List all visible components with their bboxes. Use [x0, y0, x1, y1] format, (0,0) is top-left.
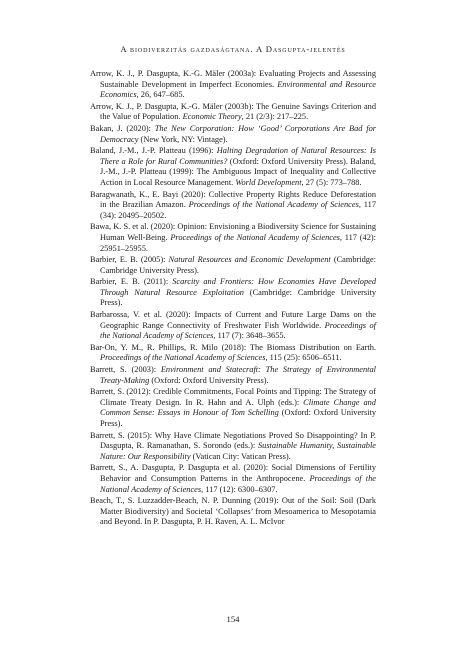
reference-entry — [90, 222, 376, 254]
reference-text: Bar-On, Y. M., R. Phillips, R. Milo (2018): The Biomass Distribution on Earth. — [90, 342, 376, 352]
reference-text: (Cambridge: Cambridge University Press). — [100, 255, 376, 275]
reference-text: (New York, NY: Vintage). — [138, 134, 228, 144]
reference-title-italic: Proceedings of the National Academy of Sciences — [188, 200, 359, 210]
reference-entry — [90, 69, 376, 101]
reference-entry — [90, 277, 376, 309]
reference-entry — [90, 365, 376, 386]
reference-text: Baland, J.-M., J.-P. Platteau (1996): — [90, 146, 217, 156]
reference-entry — [90, 102, 376, 123]
reference-title-italic: Economic Theory — [182, 112, 242, 122]
reference-title-italic: Environmental and Resource Economics — [100, 79, 376, 100]
reference-title-italic: Natural Resources and Economic Development — [168, 255, 331, 265]
reference-entry — [90, 463, 376, 495]
reference-title-italic: Halting Degradation of Natural Resources: Is There a Role for Rural Communities? — [100, 146, 376, 166]
reference-text: (Vatican City: Vatican Press). — [190, 451, 291, 461]
reference-entry — [90, 124, 376, 145]
reference-text: Bakan, J. (2020): — [90, 123, 155, 133]
reference-entry — [90, 310, 376, 342]
page-number: 154 — [226, 614, 240, 624]
reference-text: Barbier, E. B. (2005): — [90, 255, 169, 265]
reference-text: , 27 (5): 773–788. — [301, 177, 362, 187]
reference-entry — [90, 431, 376, 463]
reference-entry — [90, 255, 376, 276]
reference-text: , 117 (7): 3648–3655. — [213, 331, 286, 341]
reference-entry — [90, 496, 376, 528]
reference-entry — [90, 387, 376, 429]
reference-title-italic: Scarcity and Frontiers: How Economies Have Developed Through Natural Resource Exploitation — [100, 277, 377, 297]
reference-title-italic: The New Corporation: How ‘Good’ Corporations Are Bad for Democracy — [100, 123, 376, 144]
reference-text: (Oxford: Oxford University Press). — [100, 408, 376, 428]
reference-title-italic: Sustainable Humanity, Sustainable Nature: Our Responsibility — [100, 441, 376, 461]
reference-text: , 117 (34): 20495–20502. — [100, 200, 376, 220]
reference-text: (Oxford: Oxford University Press). Baland, J.-M., J.-P. Platteau (1999): The Ambiguous Impact of Inequality and Collective Action in Local Resource Management. — [100, 156, 376, 187]
reference-title-italic: Proceedings of the National Academy of Sciences — [170, 232, 340, 242]
reference-text: , 117 (42): 25951–25955. — [100, 232, 376, 253]
reference-text: Barrett, S. (2003): — [90, 365, 161, 375]
reference-title-italic: Proceedings of the National Academy of Sciences — [100, 320, 376, 341]
reference-text: Barrett, S. (2015): Why Have Climate Negotiations Proved So Disappointing? In P. Dasgupta, R. Ramanathan, S. Sorondo (eds.): — [90, 430, 376, 451]
reference-text: (Oxford: Oxford University Press). — [149, 375, 269, 385]
reference-title-italic: Proceedings of the National Academy of Sciences — [100, 473, 376, 494]
reference-text: , 21 (2/3): 217–225. — [241, 112, 309, 122]
reference-text: Barbarossa, V. et al. (2020): Impacts of Current and Future Large Dams on the Geographic Range Connectivity of Freshwater Fish Worldwide. — [90, 310, 376, 330]
reference-title-italic: World Development — [235, 177, 302, 187]
reference-text: , 117 (12): 6300–6307. — [201, 484, 278, 494]
reference-title-italic: Climate Change and Common Sense: Essays in Honour of Tom Schelling — [100, 397, 376, 418]
reference-list — [90, 69, 376, 529]
reference-entry — [90, 146, 376, 188]
reference-text: , 26, 647–685. — [136, 90, 185, 100]
reference-text: (Cambridge: Cambridge University Press). — [100, 287, 376, 308]
reference-title-italic: Environment and Statecraft: The Strategy of Environmental Treaty-Making — [100, 365, 376, 385]
reference-entry — [90, 343, 376, 364]
reference-entry — [90, 190, 376, 222]
reference-title-italic: Proceedings of the National Academy of Sciences — [100, 353, 266, 363]
reference-text: Bawa, K. S. et al. (2020): Opinion: Envisioning a Biodiversity Science for Sustaining Human Well-Being. — [90, 222, 376, 242]
reference-text: Beach, T., S. Luzzadder-Beach, N. P. Dunning (2019): Out of the Soil: Soil (Dark Matter Biodiversity) and Societal ‘Collapses’ from Mesoamerica to Mesopotamia and Beyond. In P. Dasgupta, P. H. Raven, A. L. McIvor — [90, 496, 376, 527]
running-head: A biodiverzitás gazdaságtana. A Dasgupta-jelentés — [120, 44, 346, 54]
reference-text: , 115 (25): 6506–6511. — [265, 353, 342, 363]
reference-text: Arrow, K. J., P. Dasgupta, K.-G. Mäler (2003a): Evaluating Projects and Assessing Sustainable Development in Imperfect Economies. — [90, 69, 376, 89]
reference-text: Barbier, E. B. (2011): — [90, 277, 173, 287]
reference-text: Baragwanath, K., E. Bayi (2020): Collective Property Rights Reduce Deforestation in the Brazilian Amazon. — [90, 189, 376, 210]
reference-text: Barrett, S., A. Dasgupta, P. Dasgupta et al. (2020): Social Dimensions of Fertility Behavior and Consumption Patterns in the Anthropocene. — [90, 463, 376, 483]
reference-text: Barrett, S. (2012): Credible Commitments, Focal Points and Tipping: The Strategy of Climate Treaty Design. In R. Hahn and A. Ulph (eds.): — [90, 387, 376, 407]
reference-text: Arrow, K. J., P. Dasgupta, K.-G. Mäler (2003b): The Genuine Savings Criterion and the Value of Population. — [90, 101, 376, 122]
